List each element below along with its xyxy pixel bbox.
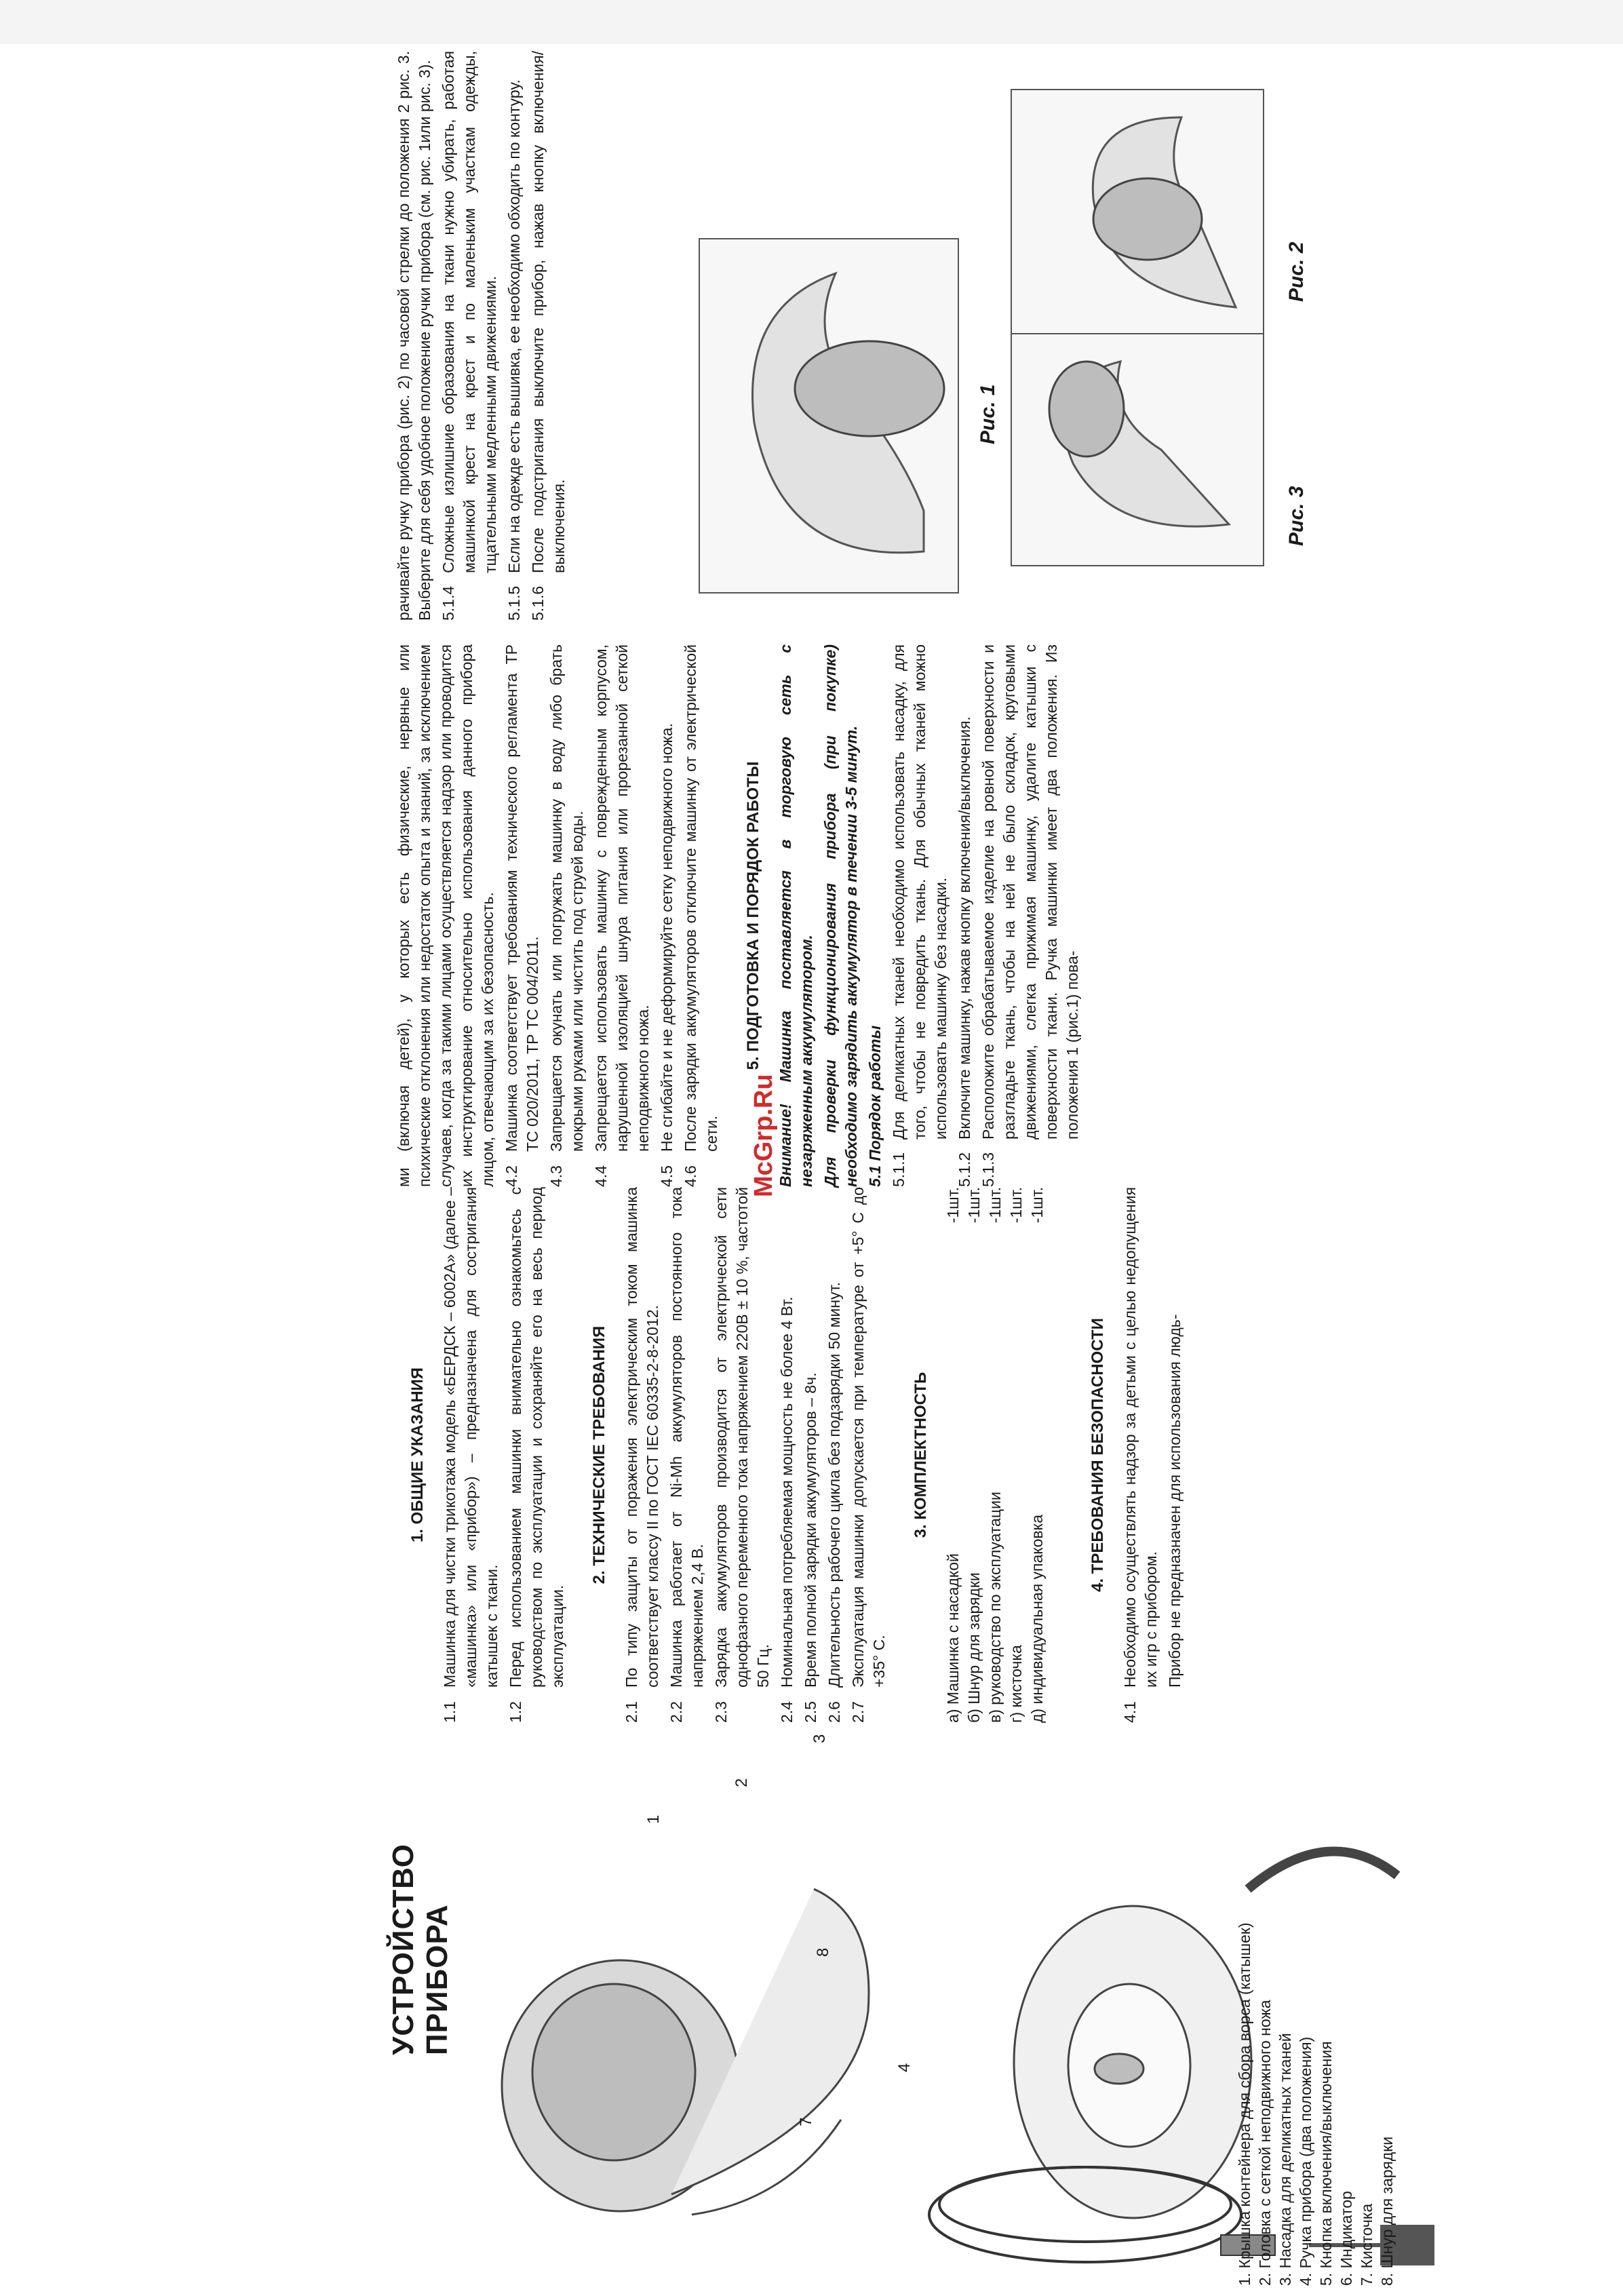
column-general [0, 1187, 1623, 1723]
callout-1: 1 [644, 1814, 663, 1824]
legend-item: 8. Шнур для зарядки [1378, 2136, 1396, 2286]
paragraph: ми (включая детей), у которых есть физические, нервные или психические отклонения или недостаток опыта и знаний, за исключением случаев, когда за такими лицами осуществляется надзор или проводится их инструктирование относительно использования данного прибора лицом, отвечающим за их безопасность. [395, 644, 496, 1187]
legend-item: 3. Насадка для деликатных тканей [1276, 2033, 1294, 2286]
device-column [0, 1734, 1623, 2296]
paragraph: 2.3 Зарядка аккумуляторов производится от электрической сети однофазного переменного тока напряжением 220В ± 10 %, частотой 50 Гц. [712, 1187, 772, 1723]
paragraph: 1.1 Машинка для чистки трикотажа модель «БЕРДСК – 6002А» (далее – «машинка» или «прибор») – предназначена для состригания катышек с ткани. [441, 1187, 501, 1723]
section-1-title: 1. ОБЩИЕ УКАЗАНИЯ [408, 1367, 427, 1543]
legend-item: 2. Головка с сеткой неподвижного ножа [1256, 2000, 1274, 2286]
paragraph: 5.1.1 Для деликатных тканей необходимо использовать насадку, для того, чтобы не повредить ткань. Для обычных тканей можно использовать машинку без насадки. [890, 644, 950, 1187]
device-legend [1234, 1757, 1397, 2286]
kit-item: г) кисточка -1шт. [1007, 1187, 1025, 1723]
section-4-title: 4. ТРЕБОВАНИЯ БЕЗОПАСНОСТИ [1089, 1318, 1107, 1592]
paragraph: 4.4 Запрещается использовать машинку с поврежденным корпусом, нарушенной изоляцией шнура питания или прорезанной сеткой неподвижного ножа. [592, 644, 652, 1187]
figure-1-caption: Рис. 1 [977, 384, 999, 444]
kit-item: в) руководство по эксплуатации -1шт. [986, 1187, 1004, 1723]
paragraph: 5.1.6 После подстригания выключите прибор, нажав кнопку включения/выключения. [529, 51, 568, 621]
paragraph: 1.2 Перед использованием машинки внимательно ознакомьтесь с руководством по эксплуатации и сохраняйте его на весь период эксплуатации. [507, 1187, 566, 1723]
subsection-title: 5.1 Порядок работы [866, 1025, 884, 1187]
paragraph: 2.2 Машинка работает от Ni-Mh аккумуляторов постоянного тока напряжением 2,4 В. [667, 1187, 706, 1723]
legend-item: 4. Ручка прибора (два положения) [1297, 2036, 1314, 2286]
kit-item: д) индивидуальная упаковка -1шт. [1028, 1187, 1046, 1723]
figure-1-drawing [700, 239, 958, 592]
legend-item: 7. Кисточка [1358, 2203, 1375, 2286]
figure-2-photo [1011, 89, 1264, 336]
section-2-title: 2. ТЕХНИЧЕСКИЕ ТРЕБОВАНИЯ [590, 1325, 608, 1584]
paragraph: 5.1.2 Включите машинку, нажав кнопку включения/выключения. [956, 716, 973, 1187]
paragraph: 5.1.4 Сложные излишние образования на ткани нужно убирать, работая машинкой крест на крест и по маленьким участкам одежды, тщательными медленными движениями. [439, 51, 499, 621]
paragraph: 5.1.5 Если на одежде есть вышивка, ее необходимо обходить по контуру. [505, 79, 523, 621]
paragraph: 4.3 Запрещается окунать или погружать машинку в воду либо брать мокрыми руками или чистить под струей воды. [547, 644, 586, 1187]
attention-note: Внимание! Машинка поставляется в торговую сеть с незаряженным аккумулятором. [777, 644, 815, 1187]
kit-item: б) Шнур для зарядки -1шт. [965, 1187, 983, 1723]
paragraph: Прибор не предназначен для использования людь- [1166, 1314, 1184, 1688]
callout-2: 2 [732, 1778, 751, 1787]
scan-edge [0, 0, 1623, 44]
paragraph: 2.5 Время полной зарядки аккумуляторов – 8ч. [802, 1372, 819, 1723]
paragraph: 4.2 Машинка соответствует требованиям технического регламента ТР ТС 020/2011, ТР ТС 004/2011. [503, 644, 541, 1187]
kit-item: а) Машинка с насадкой -1шт. [944, 1187, 962, 1723]
figure-1-photo [699, 238, 959, 594]
figure-3-drawing [1012, 334, 1263, 565]
figure-2-caption: Рис. 2 [1285, 241, 1308, 302]
legend-item: 5. Кнопка включения/выключения [1317, 2041, 1335, 2286]
paragraph: 4.1 Необходимо осуществлять надзор за детьми с целью недопущения их игр с прибором. [1121, 1187, 1160, 1723]
paragraph: 2.7 Эксплуатация машинки допускается при температуре от +5° С до +35° С. [849, 1187, 888, 1723]
legend-item: 6. Индикатор [1337, 2191, 1355, 2286]
paragraph: 2.4 Номинальная потребляемая мощность не более 4 Вт. [778, 1296, 796, 1723]
paragraph: 5.1.3 Расположите обрабатываемое изделие на ровной поверхности и разгладьте ткань, чтобы на ней не было складок, круговыми движениями, слегка прижимая машинку, удалите катышки с поверхности ткани. Ручка машинки имеет два положения. Из положения 1 (рис.1) пова- [979, 644, 1081, 1187]
device-title: УСТРОЙСТВО ПРИБОРА [387, 1843, 454, 2055]
check-note: Для проверки функционирования прибора (при покупке) необходимо зарядить аккумулятор в течении 3-5 минут. [821, 644, 860, 1187]
watermark: McGrp.Ru [749, 1074, 778, 1197]
figure-2-drawing [1012, 90, 1263, 334]
section-3-title: 3. КОМПЛЕКТНОСТЬ [912, 1371, 930, 1538]
section-5-title: 5. ПОДГОТОВКА И ПОРЯДОК РАБОТЫ [744, 761, 762, 1070]
paragraph: 2.1 По типу защиты от поражения электрическим током машинка соответствует классу II по ГОСТ IEC 60335-2-8-2012. [623, 1187, 661, 1723]
callout-7: 7 [797, 2117, 815, 2126]
callout-3: 3 [810, 1734, 829, 1743]
figure-3-caption: Рис. 3 [1285, 486, 1308, 546]
column-safety [0, 644, 1623, 1187]
figure-3-photo [1011, 333, 1264, 566]
paragraph: рачивайте ручку прибора (рис. 2) по часовой стрелки до положения 2 рис. 3. Выберите для себя удобное положение ручки прибора (см. рис. 1или рис. 3). [395, 51, 433, 621]
paragraph: 2.6 Длительность рабочего цикла без подзарядки 50 минут. [825, 1282, 843, 1723]
callout-8: 8 [814, 1947, 832, 1957]
paragraph: 4.5 Не сгибайте и не деформируйте сетку неподвижного ножа. [658, 723, 676, 1187]
column-operation [0, 51, 1623, 621]
legend-item: 1. Крышка контейнера для сбора ворса (катышек) [1236, 1922, 1253, 2286]
paragraph: 4.6 После зарядки аккумуляторов отключите машинку от электрической сети. [682, 644, 720, 1187]
callout-4: 4 [895, 2063, 914, 2072]
